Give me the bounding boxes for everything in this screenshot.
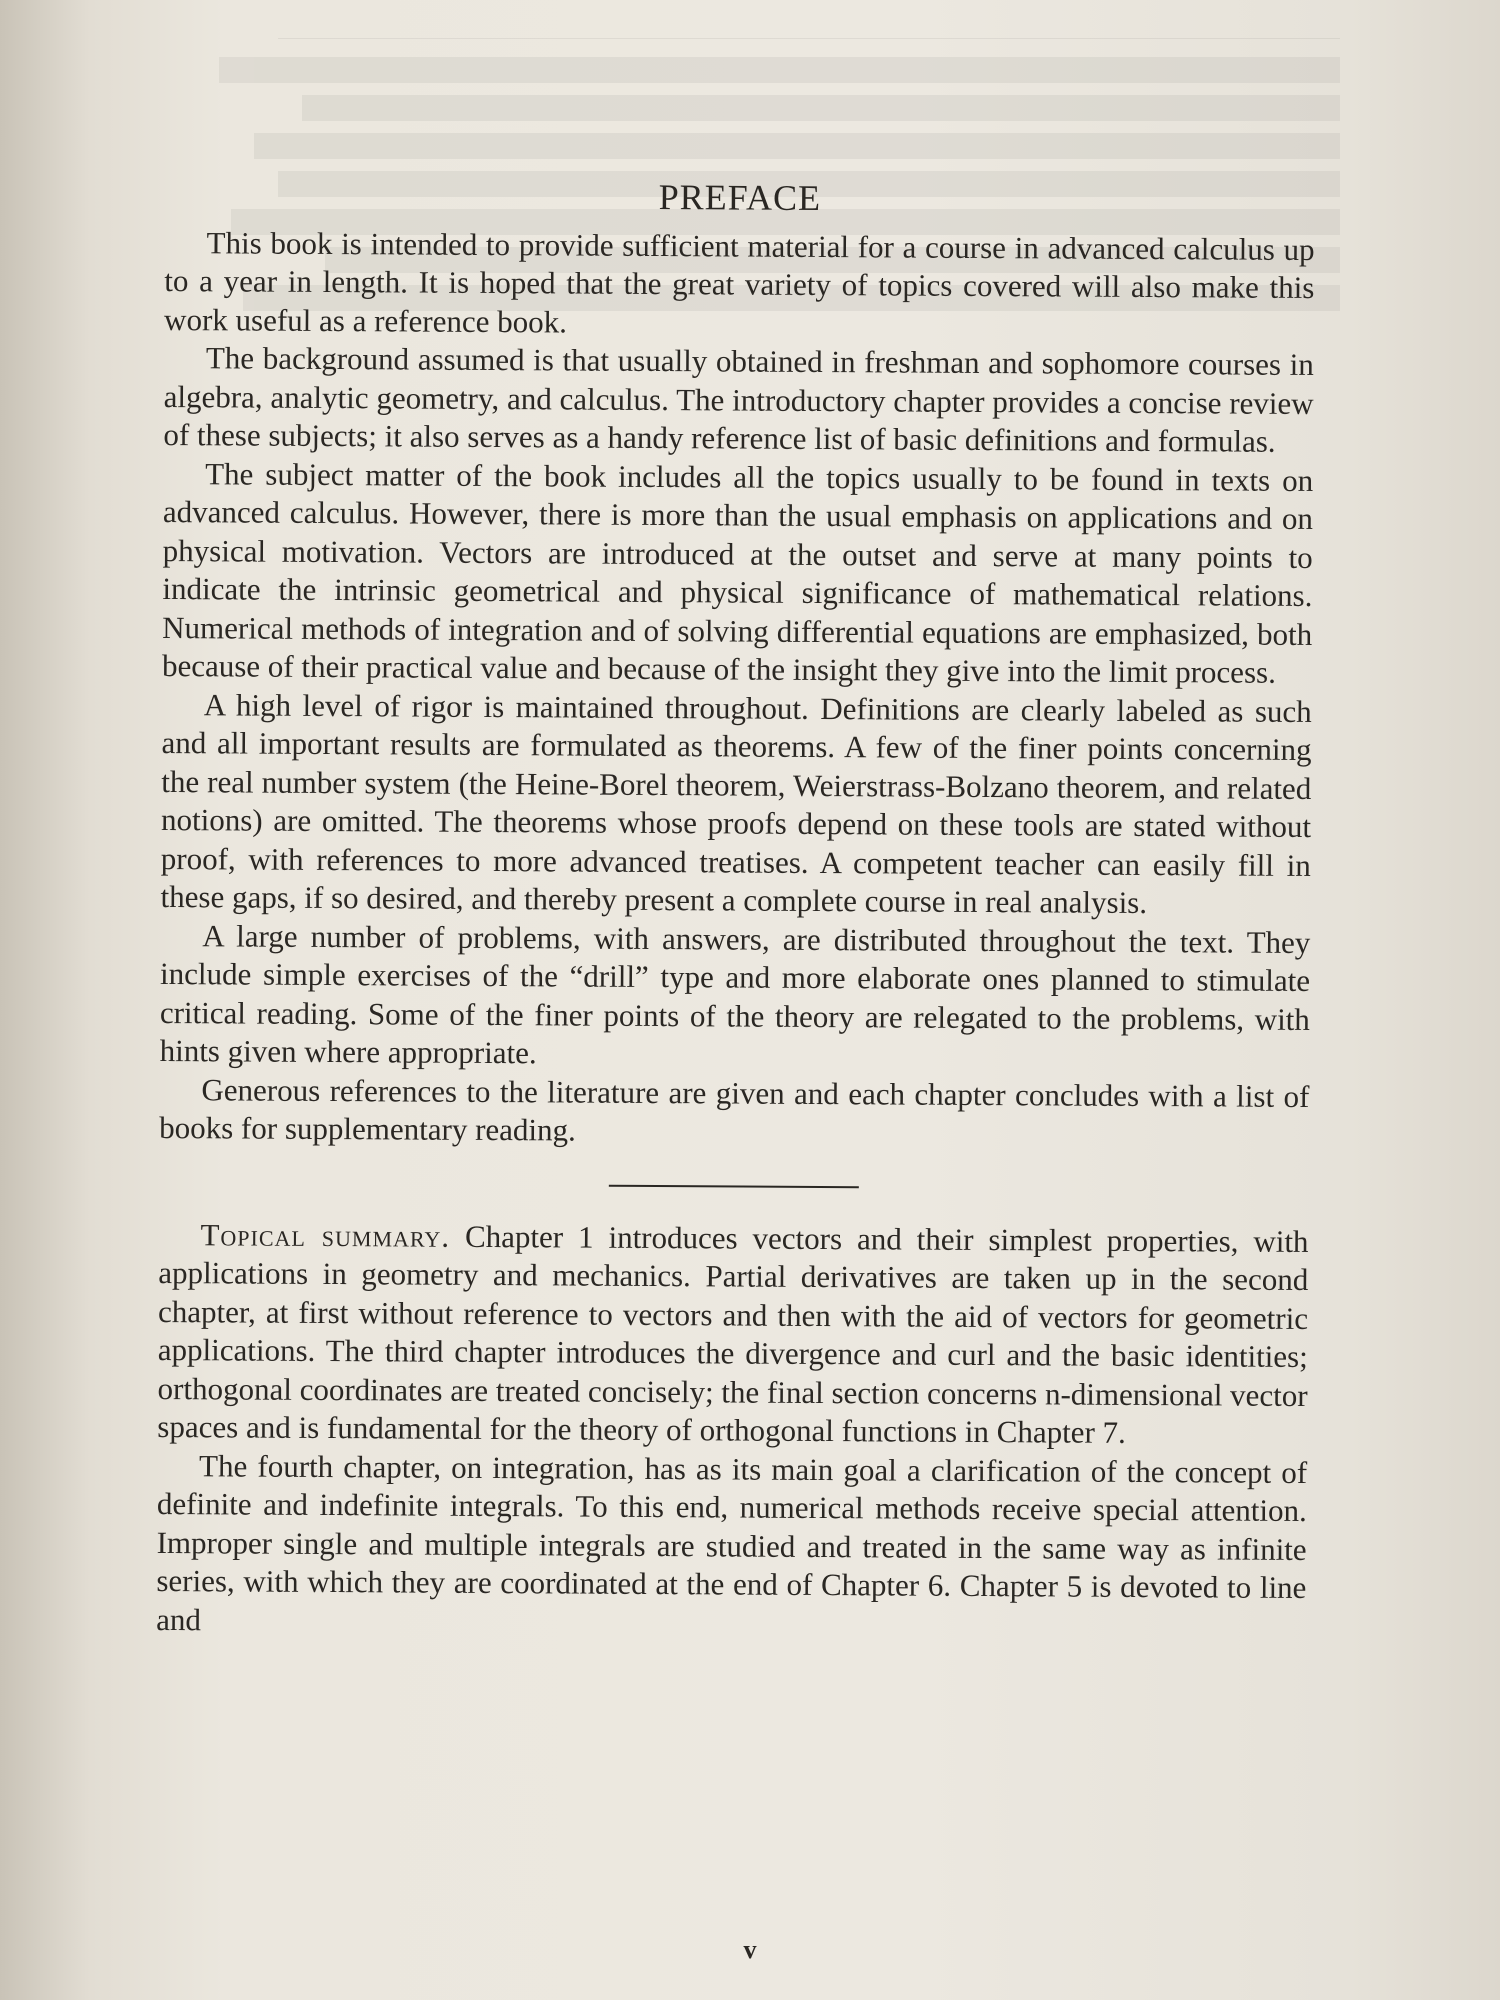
page-number: v (743, 1935, 757, 1964)
paragraph-subject-matter: The subject matter of the book includes all the topics usually to be found in texts on advanced calculus. However, there is more than the usual emphasis on applications and on physical motivation. Vectors are introduced at the outset and serve at many points to indicate the intrinsic geometrical and physical significance of mathematical relations. Numerical methods of integration and of solving differential equations are emphasized, both because of their practical value and because of the insight they give into the limit process. (161, 455, 1314, 690)
section-divider (609, 1184, 859, 1188)
paragraph-intro: This book is intended to provide sufficient material for a course in advanced calculus up to a year in length. It is hoped that the great variety of topics covered will also make this work useful as a reference book. (164, 224, 1315, 339)
topical-summary-text: Chapter 1 introduces vectors and their simplest properties, with applications in geometry and mechanics. Partial derivatives are taken up in the second chapter, at first without reference to vectors and then with the aid of vectors for geometric applications. The third chapter introduces the divergence and curl and the basic identities; orthogonal coordinates are treated concisely; the final section concerns n-dimensional vector spaces and is fundamental for the theory of orthogonal functions in Chapter 7. (157, 1218, 1309, 1450)
page-content (156, 175, 1315, 1646)
paragraph-background: The background assumed is that usually obtained in freshman and sophomore courses in algebra, analytic geometry, and calculus. The introductory chapter provides a concise review of these subjects; it also serves as a handy reference list of basic definitions and formulas. (163, 340, 1314, 459)
paragraph-topical-summary (157, 1215, 1308, 1453)
paragraph-problems: A large number of problems, with answers, are distributed throughout the text. They include simple exercises of the “drill” type and more elaborate ones planned to stimulate critical reading. Some of the finer points of the theory are relegated to the problems, with hints given where appropriate. (159, 917, 1311, 1071)
paragraph-fourth-chapter: The fourth chapter, on integration, has as its main goal a clarification of the concept of definite and indefinite integrals. To this end, numerical methods receive special attention. Improper single and multiple integrals are studied and treated in the same way as infinite series, with which they are coordinated at the end of Chapter 6. Chapter 5 is devoted to line and (156, 1447, 1308, 1637)
topical-summary-heading: Topical summary. (200, 1216, 451, 1254)
page-title: PREFACE (658, 177, 822, 219)
paragraph-rigor: A high level of rigor is maintained throughout. Definitions are clearly labeled as such and all important results are formulated as theorems. A few of the finer points concerning the real number system (the Heine-Borel theorem, Weierstrass-Bolzano theorem, and related notions) are omitted. The theorems whose proofs depend on these tools are stated without proof, with references to more advanced treatises. A competent teacher can easily fill in these gaps, if so desired, and thereby present a complete course in real analysis. (160, 686, 1312, 921)
paragraph-references: Generous references to the literature are given and each chapter concludes with a list of books for supplementary reading. (159, 1071, 1310, 1148)
